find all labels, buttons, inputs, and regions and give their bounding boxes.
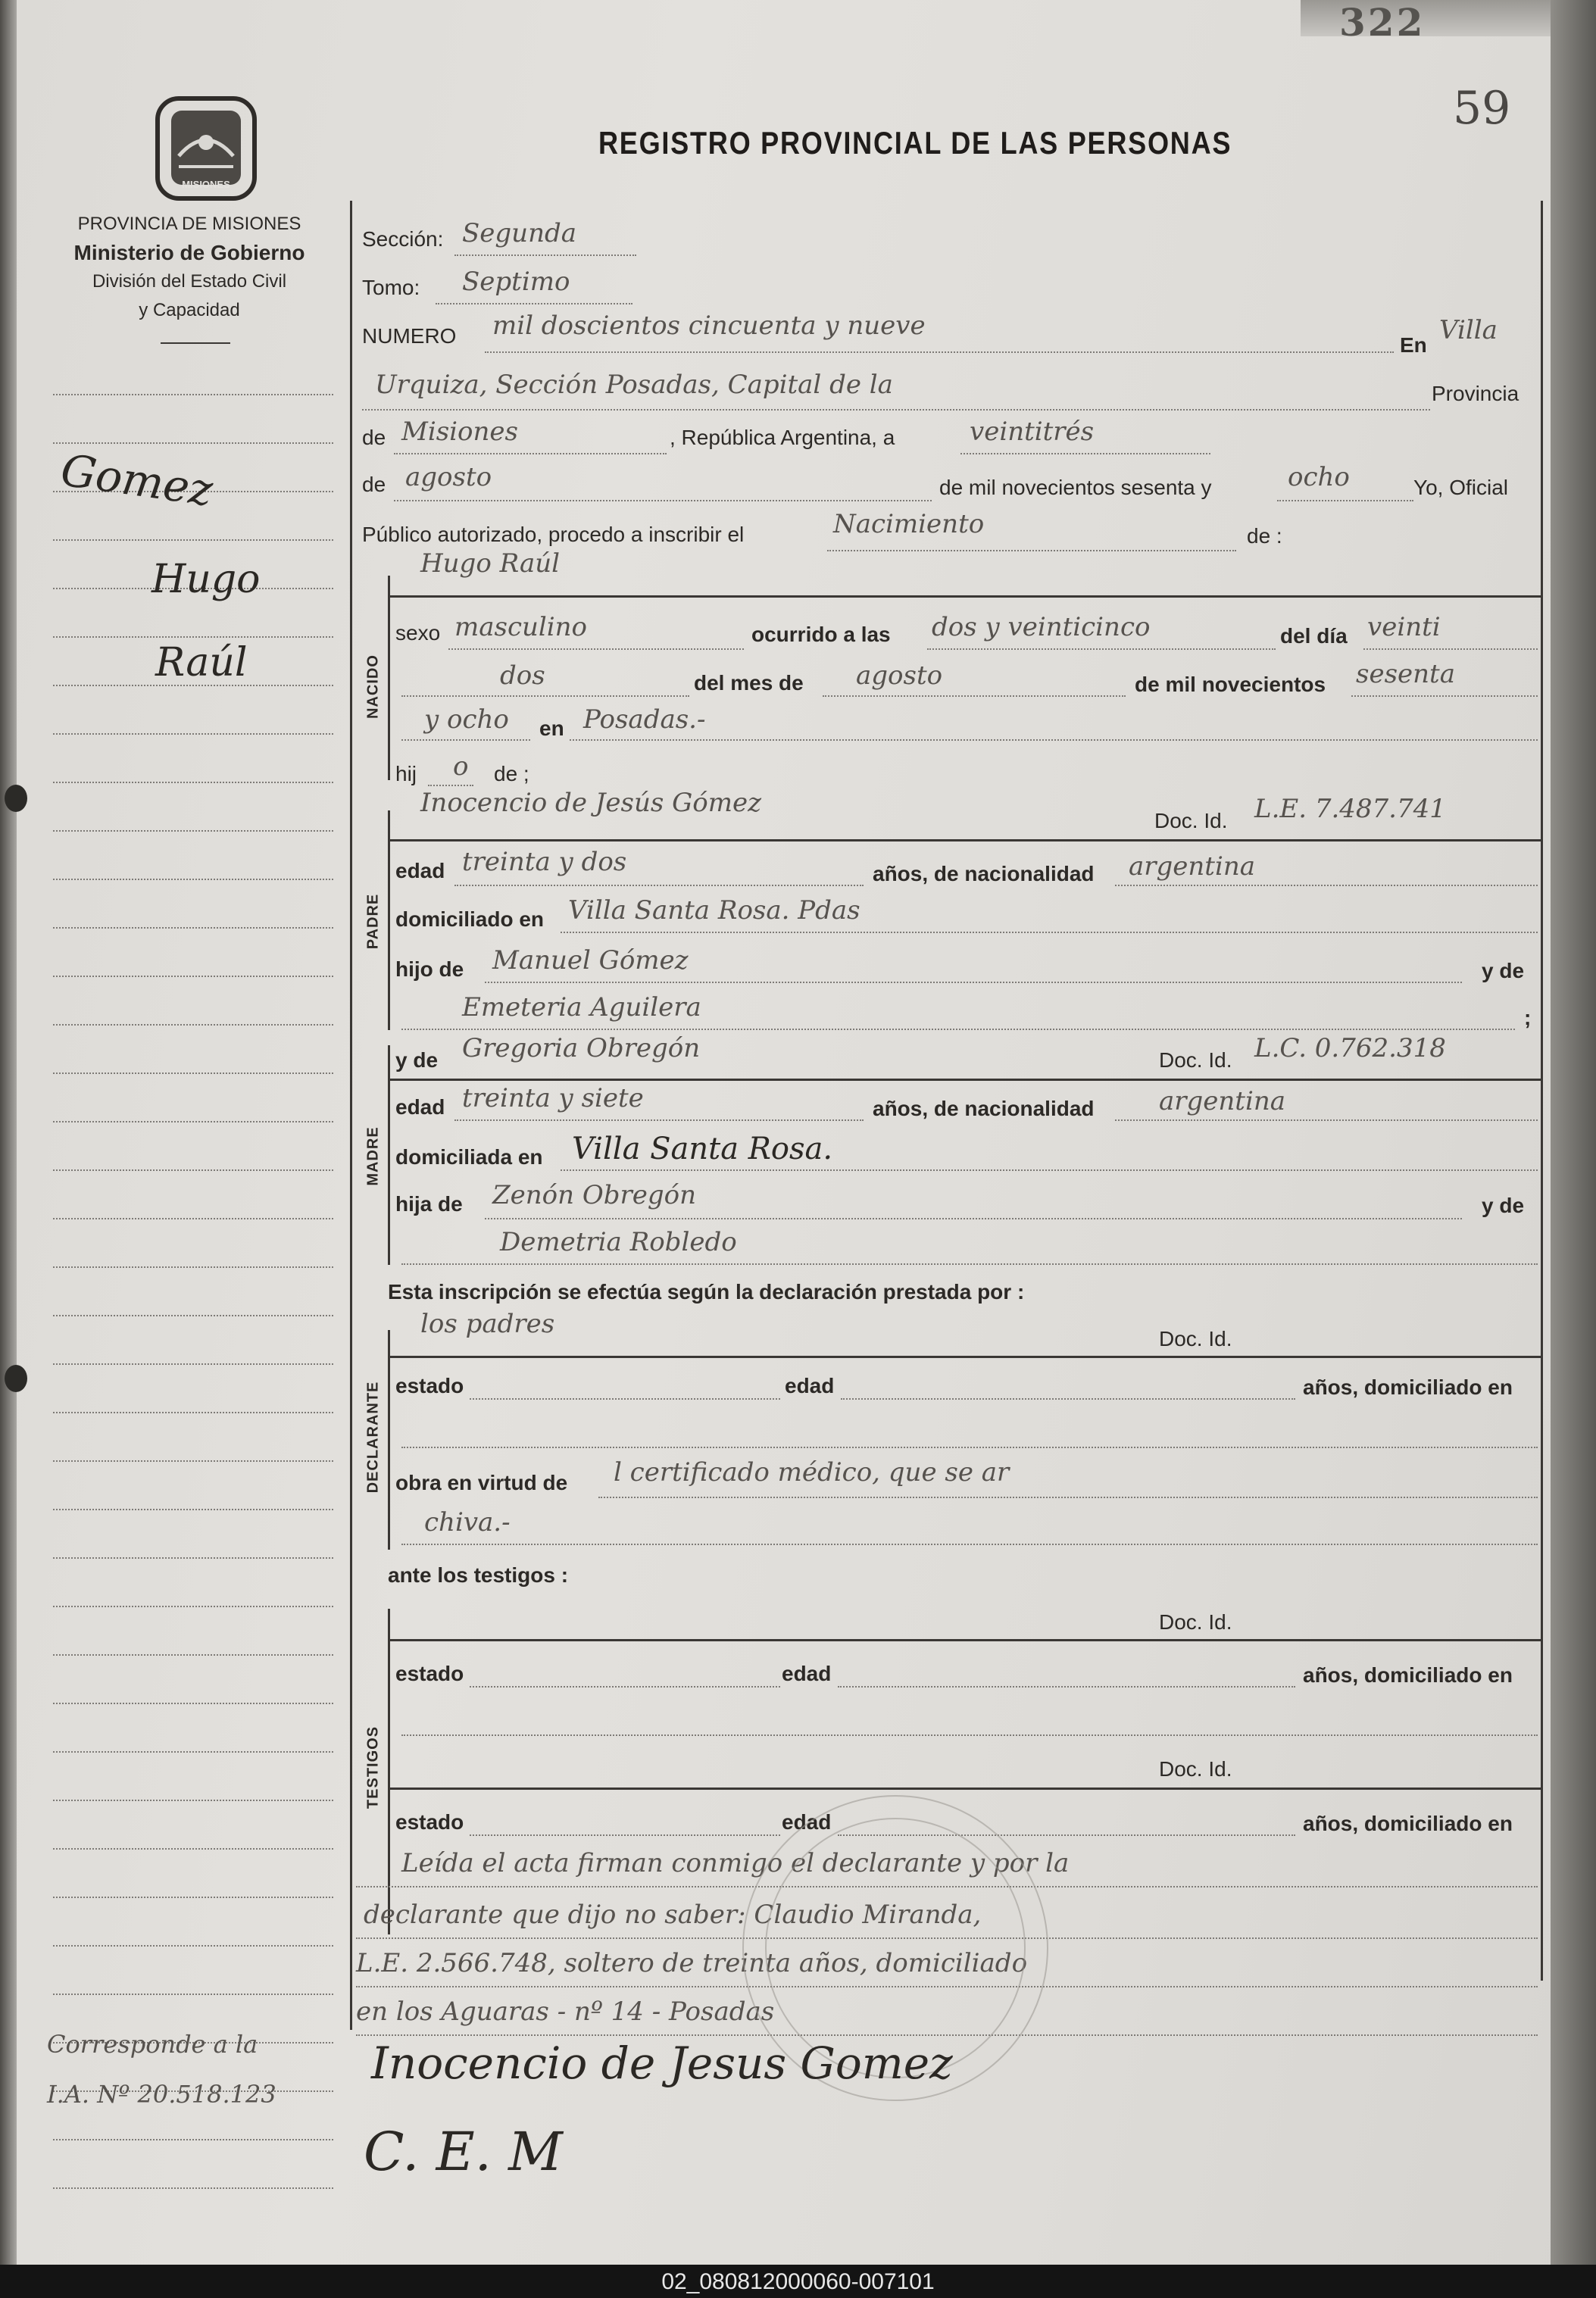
declarante-edad-dots: [841, 1398, 1295, 1400]
province-value: Misiones: [401, 417, 518, 447]
padre-dom-dots: [561, 932, 1538, 933]
testigo2-edad-label: edad: [782, 1810, 832, 1834]
mes-label: del mes de: [694, 671, 804, 695]
margin-surname: Gomez: [58, 444, 216, 517]
corner-stamp: 322: [1339, 0, 1426, 45]
testigo1-estado-label: estado: [395, 1662, 464, 1685]
margin-ruled-line: [53, 442, 333, 444]
declarante-bracket: [388, 1330, 390, 1550]
nacido-name: Hugo Raúl: [420, 548, 561, 579]
margin-ruled-line: [53, 1606, 333, 1607]
testigo2-estado-label: estado: [395, 1810, 464, 1834]
province-dots: [394, 453, 667, 454]
testigo2-estado-dots: [470, 1834, 780, 1836]
provincia-label: Provincia: [1432, 382, 1519, 405]
madre-doc-label: Doc. Id.: [1159, 1048, 1232, 1072]
padre-dom-label: domiciliado en: [395, 907, 545, 931]
madre-side-label: MADRE: [364, 1126, 382, 1186]
year2-dots: [1351, 695, 1538, 697]
year-dots: [1277, 500, 1413, 501]
padre-edad-dots: [454, 885, 864, 886]
republica-label: , República Argentina, a: [670, 426, 895, 449]
year3-dots: [401, 739, 530, 741]
day-value: veintitrés: [970, 417, 1095, 447]
padre-doc-value: L.E. 7.487.741: [1254, 794, 1446, 824]
margin-ruled-line: [53, 1897, 333, 1898]
mil-label: de mil novecientos sesenta y: [939, 476, 1212, 499]
madre-hija-dots: [485, 1218, 1462, 1219]
testigo1-dom-dots: [401, 1734, 1538, 1736]
mes-value: agosto: [856, 660, 943, 691]
margin-ruled-line: [53, 1751, 333, 1753]
margin-name2: Raúl: [155, 640, 248, 685]
padre-edad-label: edad: [395, 859, 445, 882]
madre-name-line: [388, 1079, 1541, 1081]
declarante-estado-label: estado: [395, 1374, 464, 1397]
form-left-border: [350, 201, 352, 2030]
dia-label: del día: [1280, 624, 1348, 648]
margin-ruled-line: [53, 1169, 333, 1171]
padre-hijo-dots: [485, 982, 1462, 983]
testigos-side-label: TESTIGOS: [364, 1725, 382, 1809]
declarante-side-label: DECLARANTE: [364, 1381, 382, 1494]
declarante-obra-value2: chiva.-: [424, 1507, 511, 1538]
tomo-label: Tomo:: [362, 276, 420, 299]
margin-ruled-line: [53, 394, 333, 395]
padre-bracket: [388, 810, 390, 1030]
margin-ruled-line: [53, 1412, 333, 1413]
sexo-label: sexo: [395, 621, 441, 645]
closing-line1: Leída el acta firman conmigo el declarante y por la: [401, 1848, 1070, 1878]
de2-label: de: [362, 473, 386, 496]
seccion-label: Sección:: [362, 227, 444, 251]
margin-ruled-line: [53, 1363, 333, 1365]
de3-label: de :: [1247, 524, 1282, 548]
logo-text: MISIONES: [182, 179, 230, 190]
en-value: Villa: [1439, 315, 1498, 345]
day-dots: [960, 453, 1210, 454]
declarante-dom-dots: [401, 1447, 1538, 1448]
nacido-year2: y ocho: [424, 704, 509, 735]
form-right-border: [1541, 201, 1543, 1981]
margin-ruled-line: [53, 1557, 333, 1559]
padre-edad-value: treinta y dos: [462, 847, 627, 877]
padre-hijo-label: hijo de: [395, 957, 464, 981]
page-edge-right: [1551, 0, 1596, 2265]
place-dots: [362, 409, 1430, 411]
testigo1-name-line: [388, 1639, 1541, 1641]
madre-yde2-label: y de: [1482, 1194, 1525, 1217]
padre-nac-label: años, de nacionalidad: [873, 862, 1095, 885]
padre-hijo-value1: Manuel Gómez: [492, 945, 689, 976]
closing-line3: L.E. 2.566.748, soltero de treinta años, domiciliado: [356, 1948, 1028, 1978]
binding-edge: [0, 0, 17, 2265]
testigo1-edad-label: edad: [782, 1662, 832, 1685]
margin-ruled-line: [53, 636, 333, 638]
en2-label: en: [539, 717, 564, 740]
padre-semicolon: ;: [1524, 1006, 1532, 1029]
testigo2-doc-label: Doc. Id.: [1159, 1757, 1232, 1781]
ministry-name: Ministerio de Gobierno: [73, 241, 305, 264]
publico-label: Público autorizado, procedo a inscribir el: [362, 523, 745, 546]
numero-dots: [485, 351, 1394, 353]
margin-ruled-line: [53, 1218, 333, 1219]
madre-hija2-dots: [401, 1263, 1538, 1265]
mes-dots: [823, 695, 1126, 697]
tomo-value: Septimo: [462, 267, 570, 297]
margin-ruled-line: [53, 733, 333, 735]
act-value: Nacimiento: [833, 509, 985, 539]
margin-ruled-line: [53, 1800, 333, 1801]
testigo1-edad-dots: [838, 1686, 1295, 1688]
seccion-value: Segunda: [462, 218, 577, 248]
hij-dots: [428, 785, 473, 786]
page-edge-top: [1301, 0, 1551, 36]
madre-hija-label: hija de: [395, 1192, 463, 1216]
nacido-name-line: [388, 595, 1541, 598]
testigo2-name-line: [388, 1788, 1541, 1790]
hij-de-label: de ;: [494, 762, 529, 785]
closing-line4: en los Aguaras - nº 14 - Posadas: [356, 1997, 775, 2027]
declarante-estado-dots: [470, 1398, 780, 1400]
dia-dots: [1363, 648, 1538, 650]
numero-value: mil doscientos cincuenta y nueve: [492, 311, 926, 341]
document-title: REGISTRO PROVINCIAL DE LAS PERSONAS: [598, 125, 1232, 161]
month-dots: [394, 500, 932, 501]
declarante-intro: Esta inscripción se efectúa según la declaración prestada por :: [388, 1280, 1025, 1304]
act-dots: [827, 550, 1236, 551]
padre-nac-value: argentina: [1129, 851, 1256, 882]
bottom-note-line2: I.A. Nº 20.518.123: [47, 2080, 276, 2109]
margin-ruled-line: [53, 1024, 333, 1026]
testigo1-anos-label: años, domiciliado en: [1303, 1663, 1513, 1687]
margin-ruled-line: [53, 1266, 333, 1268]
padre-hijo-value2: Emeteria Aguilera: [462, 992, 701, 1023]
sexo-dots: [448, 648, 744, 650]
margin-ruled-line: [53, 782, 333, 783]
declarante-anos-label: años, domiciliado en: [1303, 1375, 1513, 1399]
margin-ruled-line: [53, 1994, 333, 1995]
signature-father: Inocencio de Jesus Gomez: [371, 2037, 953, 2089]
sexo-value: masculino: [454, 612, 588, 642]
padre-hijo2-dots: [401, 1029, 1515, 1030]
testigo1-estado-dots: [470, 1686, 780, 1688]
closing-line2: declarante que dijo no saber: Claudio Miranda,: [364, 1900, 982, 1930]
division-name: División del Estado Civil: [92, 271, 287, 292]
hij-value: o: [453, 751, 469, 782]
declarante-obra-value: l certificado médico, que se ar: [614, 1457, 1010, 1488]
signature-officer: C. E. M: [364, 2121, 563, 2183]
binding-hole: [5, 785, 27, 812]
footer-bar: [0, 2265, 1596, 2298]
margin-ruled-line: [53, 1945, 333, 1947]
margin-ruled-line: [53, 1654, 333, 1656]
lugar-value: Posadas.-: [583, 704, 706, 735]
madre-yde-label: y de: [395, 1048, 439, 1072]
nacido-side-label: NACIDO: [364, 654, 382, 719]
margin-ruled-line: [53, 1073, 333, 1074]
margin-ruled-line: [53, 1315, 333, 1316]
nacido-bracket: [388, 576, 390, 780]
margin-ruled-line: [53, 830, 333, 832]
yo-label: Yo, Oficial: [1413, 476, 1509, 499]
capacity-name: y Capacidad: [139, 300, 240, 320]
madre-hija-value1: Zenón Obregón: [492, 1180, 696, 1210]
madre-hija-value2: Demetria Robledo: [500, 1227, 737, 1257]
margin-ruled-line: [53, 927, 333, 929]
margin-ruled-line: [53, 539, 333, 541]
margin-ruled-line: [53, 976, 333, 977]
margin-ruled-line: [53, 1848, 333, 1850]
en-label: En: [1400, 333, 1427, 357]
margin-name1: Hugo: [151, 557, 261, 602]
ocurrido-label: ocurrido a las: [751, 623, 891, 646]
numero-label: NUMERO: [362, 324, 457, 348]
declarante-obra2-dots: [401, 1544, 1538, 1545]
footer-id: 02_080812000060-007101: [661, 2269, 935, 2294]
header-divider: [161, 342, 230, 344]
dia-value2: dos: [500, 660, 545, 691]
testigo1-doc-label: Doc. Id.: [1159, 1610, 1232, 1634]
madre-nac-dots: [1115, 1119, 1538, 1121]
margin-ruled-line: [53, 2139, 333, 2140]
lugar-dots: [570, 739, 1538, 741]
madre-edad-dots: [454, 1119, 864, 1121]
declarante-obra-label: obra en virtud de: [395, 1471, 568, 1494]
mil2-label: de mil novecientos: [1135, 673, 1326, 696]
de-label: de: [362, 426, 386, 449]
binding-hole: [5, 1365, 27, 1392]
madre-dom-value: Villa Santa Rosa.: [572, 1132, 833, 1166]
declarante-name: los padres: [420, 1309, 555, 1339]
madre-nac-label: años, de nacionalidad: [873, 1097, 1095, 1120]
tomo-dots: [436, 303, 632, 304]
margin-ruled-line: [53, 1703, 333, 1704]
margin-ruled-line: [53, 1121, 333, 1122]
seccion-dots: [454, 254, 636, 256]
madre-doc-value: L.C. 0.762.318: [1254, 1033, 1446, 1063]
margin-ruled-line: [53, 2187, 333, 2189]
padre-dom-value: Villa Santa Rosa. Pdas: [568, 895, 860, 926]
declarante-edad-label: edad: [785, 1374, 835, 1397]
margin-ruled-line: [53, 1460, 333, 1462]
margin-ruled-line: [53, 1509, 333, 1510]
margin-ruled-line: [53, 879, 333, 880]
padre-name-line: [388, 839, 1541, 841]
hora-dots: [927, 648, 1276, 650]
madre-dom-dots: [561, 1169, 1538, 1171]
month-value: agosto: [405, 462, 492, 492]
madre-dom-label: domiciliada en: [395, 1145, 543, 1169]
madre-edad-value: treinta y siete: [462, 1083, 644, 1113]
place-value: Urquiza, Sección Posadas, Capital de la: [375, 370, 893, 400]
padre-doc-label: Doc. Id.: [1154, 809, 1228, 832]
padre-yde-label: y de: [1482, 959, 1525, 982]
padre-name: Inocencio de Jesús Gómez: [420, 788, 762, 818]
page-number: 59: [1453, 82, 1511, 135]
declarante-doc-label: Doc. Id.: [1159, 1327, 1232, 1350]
hij-label: hij: [395, 762, 417, 785]
province-name: PROVINCIA DE MISIONES: [77, 214, 301, 234]
madre-nac-value: argentina: [1159, 1086, 1286, 1116]
dia-value: veinti: [1367, 612, 1441, 642]
madre-edad-label: edad: [395, 1095, 445, 1119]
declarante-obra-dots: [598, 1497, 1538, 1498]
bottom-note-line1: Corresponde a la: [47, 2030, 258, 2059]
declarante-name-line: [388, 1356, 1541, 1358]
year-value: ocho: [1288, 462, 1350, 492]
hora-value: dos y veinticinco: [932, 612, 1151, 642]
madre-name: Gregoria Obregón: [462, 1033, 701, 1063]
nacido-year: sesenta: [1356, 659, 1455, 689]
dia2-dots: [401, 695, 689, 697]
testigo2-anos-label: años, domiciliado en: [1303, 1812, 1513, 1835]
testigos-intro: ante los testigos :: [388, 1563, 569, 1587]
padre-side-label: PADRE: [364, 893, 382, 950]
padre-nac-dots: [1115, 885, 1538, 886]
